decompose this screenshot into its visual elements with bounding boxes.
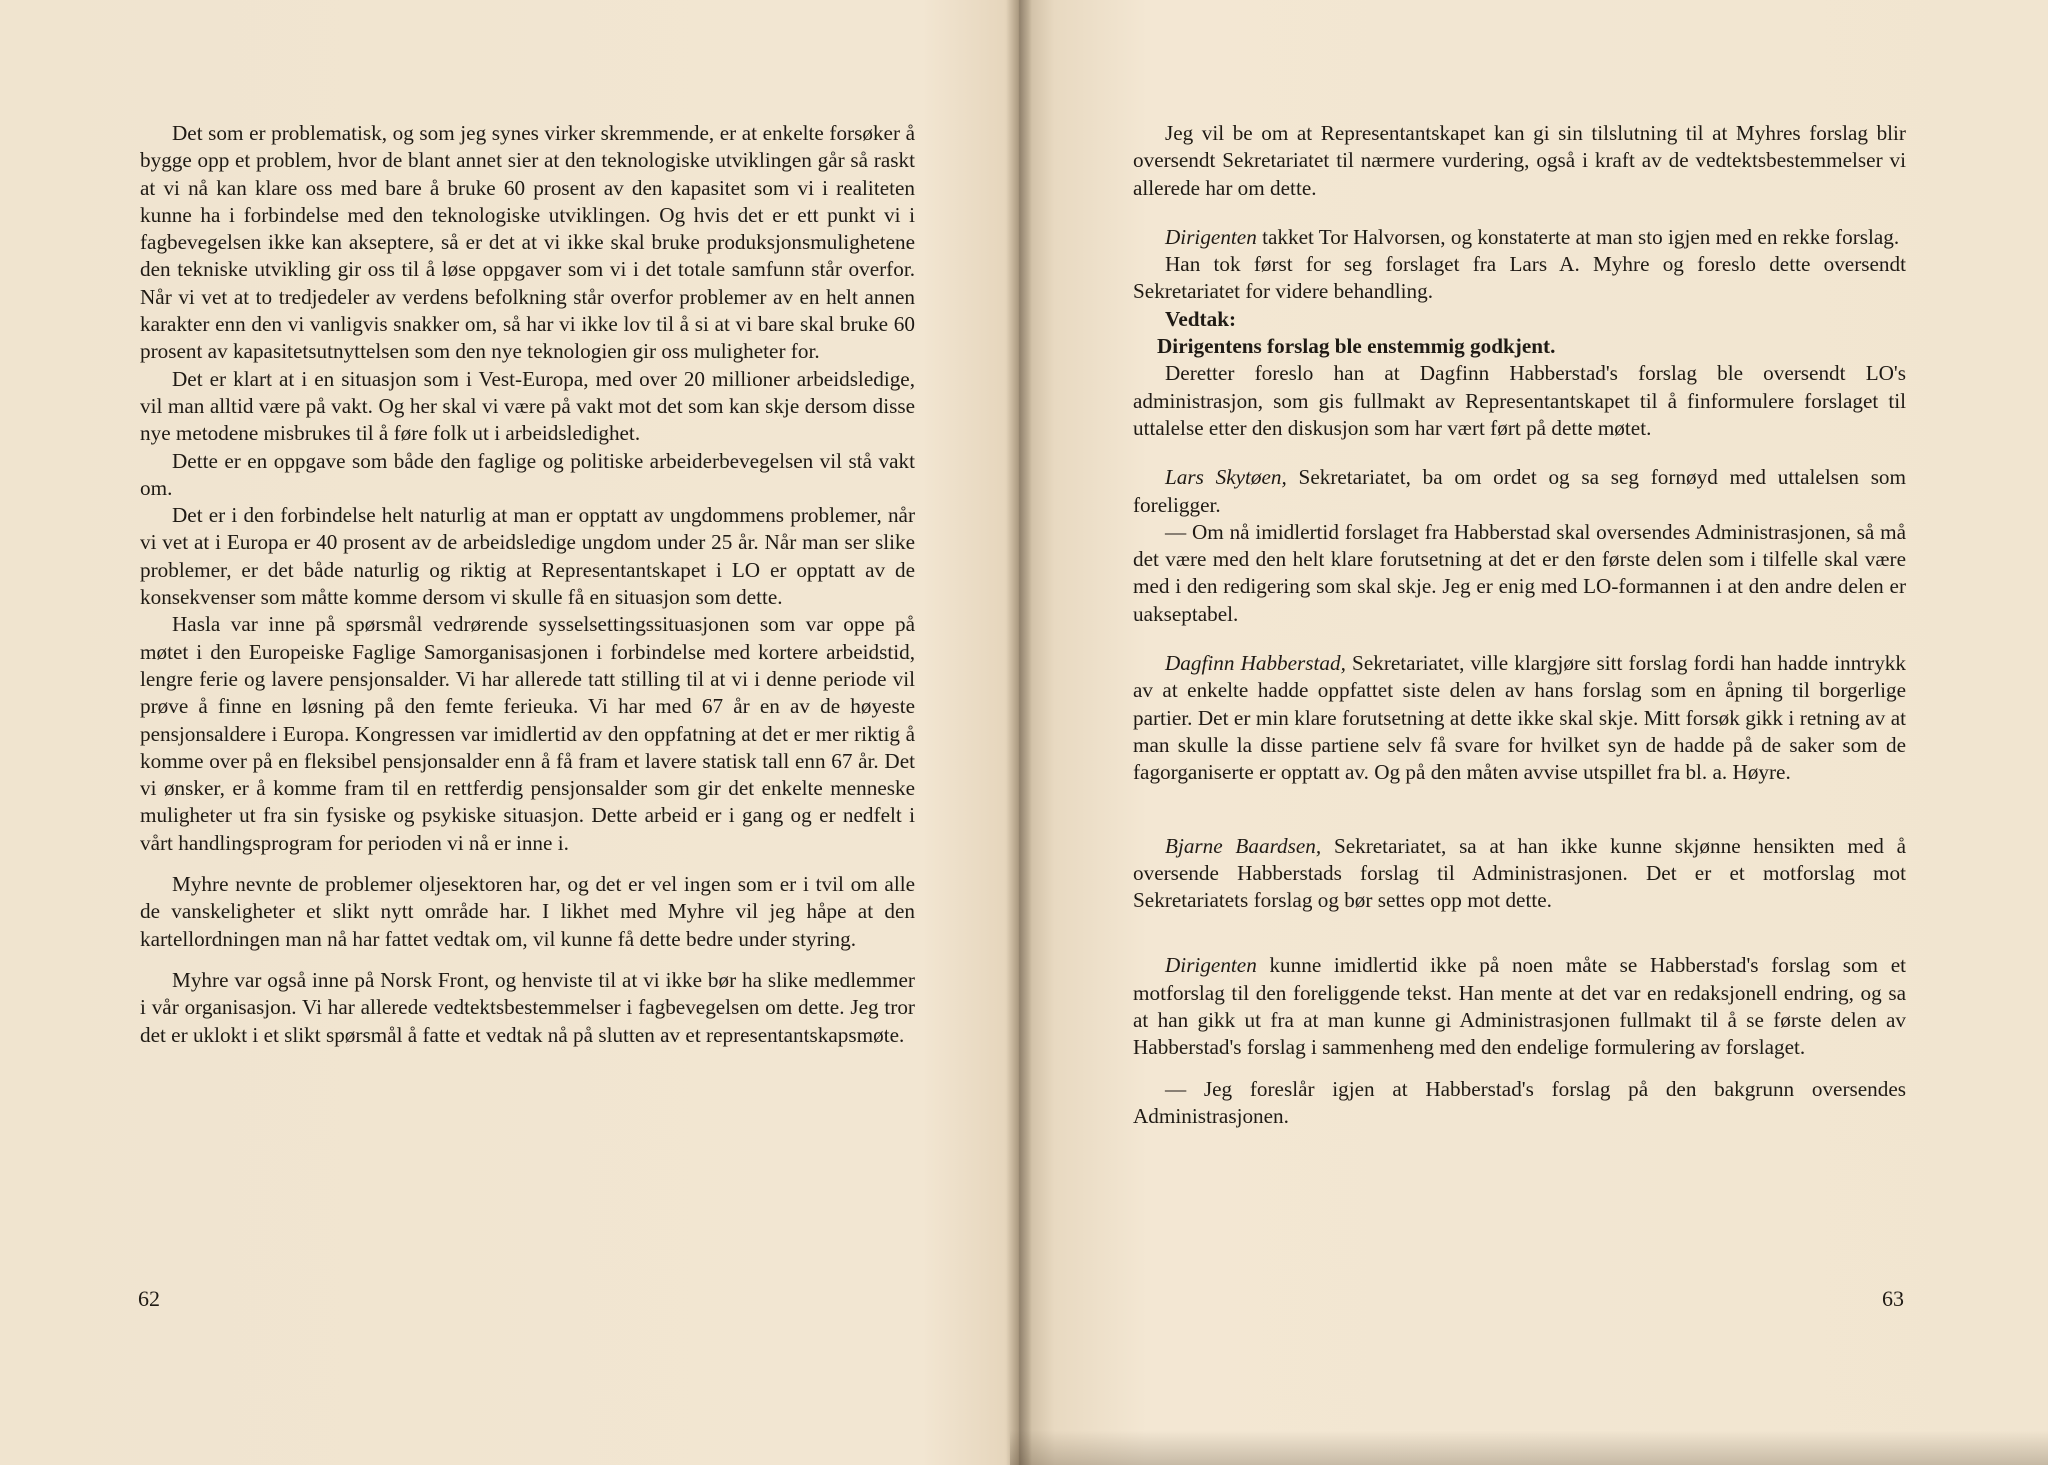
paragraph: Det som er problematisk, og som jeg synes virker skremmende, er at enkelte forsøker å bygge opp et problem, hvor de blant annet sier at den teknologiske utviklingen går så raskt at vi nå kan klare oss med bare å bruke 60 prosent av den kapasitet som vi i realiteten kunne ha i forbindelse med den teknologiske utviklingen. Og hvis det er ett punkt vi i fagbevegelsen ikke kan akseptere, så er det at vi ikke skal bruke produksjonsmulighetene den tekniske utvikling gir oss til å løse oppgaver som vi i det totale samfunn står overfor. Når vi vet at to tredjedeler av verdens befolkning står overfor problemer av en helt annen karakter enn den vi vanligvis snakker om, så har vi ikke lov til å si at vi bare skal bruke 60 prosent av kapasitetsutnyttelsen som den nye teknologien gir oss muligheter for. bbox=[140, 121, 915, 364]
left-page-text bbox=[140, 120, 915, 1049]
vedtak-text: Dirigentens forslag ble enstemmig godkjent. bbox=[1157, 334, 1556, 359]
paragraph bbox=[1133, 952, 1906, 1061]
speaker-name: Dirigenten bbox=[1165, 224, 1257, 249]
speaker-name: Dagfinn Habberstad, bbox=[1165, 651, 1346, 676]
speaker-name: Lars Skytøen, bbox=[1165, 465, 1287, 490]
paragraph: Han tok først for seg forslaget fra Lars A. Myhre og foreslo dette oversendt Sekretariatet for videre behandling. bbox=[1133, 252, 1906, 304]
paragraph: Det er klart at i en situasjon som i Vest-Europa, med over 20 millioner arbeidsledige, vil man alltid være på vakt. Og her skal vi være på vakt mot det som kan skje dersom disse nye metodene misbrukes til å føre folk ut i arbeidsledighet. bbox=[140, 366, 915, 446]
paragraph: Myhre var også inne på Norsk Front, og henviste til at vi ikke bør ha slike medlemmer i vår organisasjon. Vi har allerede vedtektsbestemmelser i fagbevegelsen om dette. Jeg tror det er uklokt i et slikt spørsmål å fatte et vedtak nå på slutten av et representantskapsmøte. bbox=[140, 967, 915, 1047]
paragraph bbox=[1133, 224, 1906, 251]
paragraph bbox=[1133, 464, 1906, 519]
paragraph: — Jeg foreslår igjen at Habberstad's forslag på den bakgrunn oversendes Administrasjonen. bbox=[1133, 1076, 1906, 1128]
paragraph: Hasla var inne på spørsmål vedrørende sysselsettingssituasjonen som var oppe på møtet i den Europeiske Faglige Samorganisasjonen i forbindelse med kortere arbeidstid, lengre ferie og lavere pensjonsalder. Vi har allerede tatt stilling til at vi i denne periode vil prøve å finne en løsning på den femte ferieuka. Vi har med 67 år en av de høyeste pensjonsaldere i Europa. Kongressen var imidlertid av den oppfatning at det er mer riktig å komme over på en fleksibel pensjonsalder enn å få fram et lavere statisk tall enn 67 år. Det vi ønsker, er å komme fram til en rettferdig pensjonsalder som gir det enkelte menneske muligheter ut fra sin fysiske og psykiske situasjon. Dette arbeid er i gang og er nedfelt i vårt handlingsprogram for perioden vi nå er inne i. bbox=[140, 612, 915, 855]
paragraph: — Om nå imidlertid forslaget fra Habberstad skal oversendes Administrasjonen, så må det være med den helt klare forutsetning at det er den første delen som i tilfelle skal være med i den redigering som skal skje. Jeg er enig med LO-formannen i at den andre delen er uakseptabel. bbox=[1133, 519, 1906, 626]
vedtak-heading: Vedtak: bbox=[1165, 306, 1237, 331]
speaker-text: Sekretariatet, ba om ordet og sa seg fornøyd med uttalelsen som foreligger. bbox=[1133, 465, 1907, 517]
paragraph: Dette er en oppgave som både den faglige og politiske arbeiderbevegelsen vil stå vakt om. bbox=[140, 448, 915, 500]
paragraph bbox=[1133, 650, 1906, 786]
speaker-name: Bjarne Baardsen, bbox=[1165, 833, 1322, 858]
page-edge-shadow bbox=[1010, 1430, 2048, 1465]
page-number-left: 62 bbox=[138, 1286, 160, 1311]
paragraph: Det er i den forbindelse helt naturlig at man er opptatt av ungdommens problemer, når vi vet at i Europa er 40 prosent av de arbeidsledige ungdom under 25 år. Når man ser slike problemer, er det både naturlig og riktig at Representantskapet i LO er opptatt av de konsekvenser som måtte komme dersom vi skulle få en situasjon som dette. bbox=[140, 503, 915, 610]
speaker-name: Dirigenten bbox=[1165, 953, 1257, 978]
book-gutter bbox=[1006, 0, 1032, 1465]
speaker-text: Sekretariatet, sa at han ikke kunne skjønne hensikten med å oversende Habberstads forslag til Administrasjonen. Det er et motforslag mot Sekretariatets forslag og bør settes opp mot dette. bbox=[1133, 833, 1907, 913]
speaker-text: takket Tor Halvorsen, og konstaterte at man sto igjen med en rekke forslag. bbox=[1256, 224, 1900, 249]
speaker-text: Sekretariatet, ville klargjøre sitt forslag fordi han hadde inntrykk av at enkelte hadde oppfattet siste delen av hans forslag som en åpning til borgerlige partier. Det er min klare forutsetning at dette ikke skal skje. Mitt forsøk gikk i retning av at man skulle la disse partiene selv få svare for hvilket syn de hadde på de saker som de fagorganiserte er opptatt av. Og på den måten avvise utspillet fra bl. a. Høyre. bbox=[1133, 651, 1906, 785]
page-number-right: 63 bbox=[1882, 1286, 1904, 1311]
right-page-text bbox=[1133, 120, 1906, 1130]
paragraph: Deretter foreslo han at Dagfinn Habberstad's forslag ble oversendt LO's administrasjon, som gis fullmakt av Representantskapet til å finformulere forslaget til uttalelse etter den diskusjon som har vært ført på dette møtet. bbox=[1133, 361, 1906, 440]
paragraph bbox=[1133, 833, 1906, 915]
paragraph: Myhre nevnte de problemer oljesektoren har, og det er vel ingen som er i tvil om alle de vanskeligheter et slikt nytt område har. I likhet med Myhre vil jeg håpe at den kartellordningen man nå har fattet vedtak om, vil kunne få dette bedre under styring. bbox=[140, 872, 915, 951]
paragraph: Jeg vil be om at Representantskapet kan gi sin tilslutning til at Myhres forslag blir oversendt Sekretariatet til nærmere vurdering, også i kraft av de vedtektsbestemmelser vi allerede har om dette. bbox=[1133, 121, 1906, 200]
speaker-text: kunne imidlertid ikke på noen måte se Habberstad's forslag som et motforslag til den foreliggende tekst. Han mente at det var en redaksjonell endring, og sa at han gikk ut fra at man kunne gi Administrasjonen fullmakt til å se første delen av Habberstad's forslag i sammenheng med den endelige formulering av forslaget. bbox=[1133, 953, 1906, 1060]
